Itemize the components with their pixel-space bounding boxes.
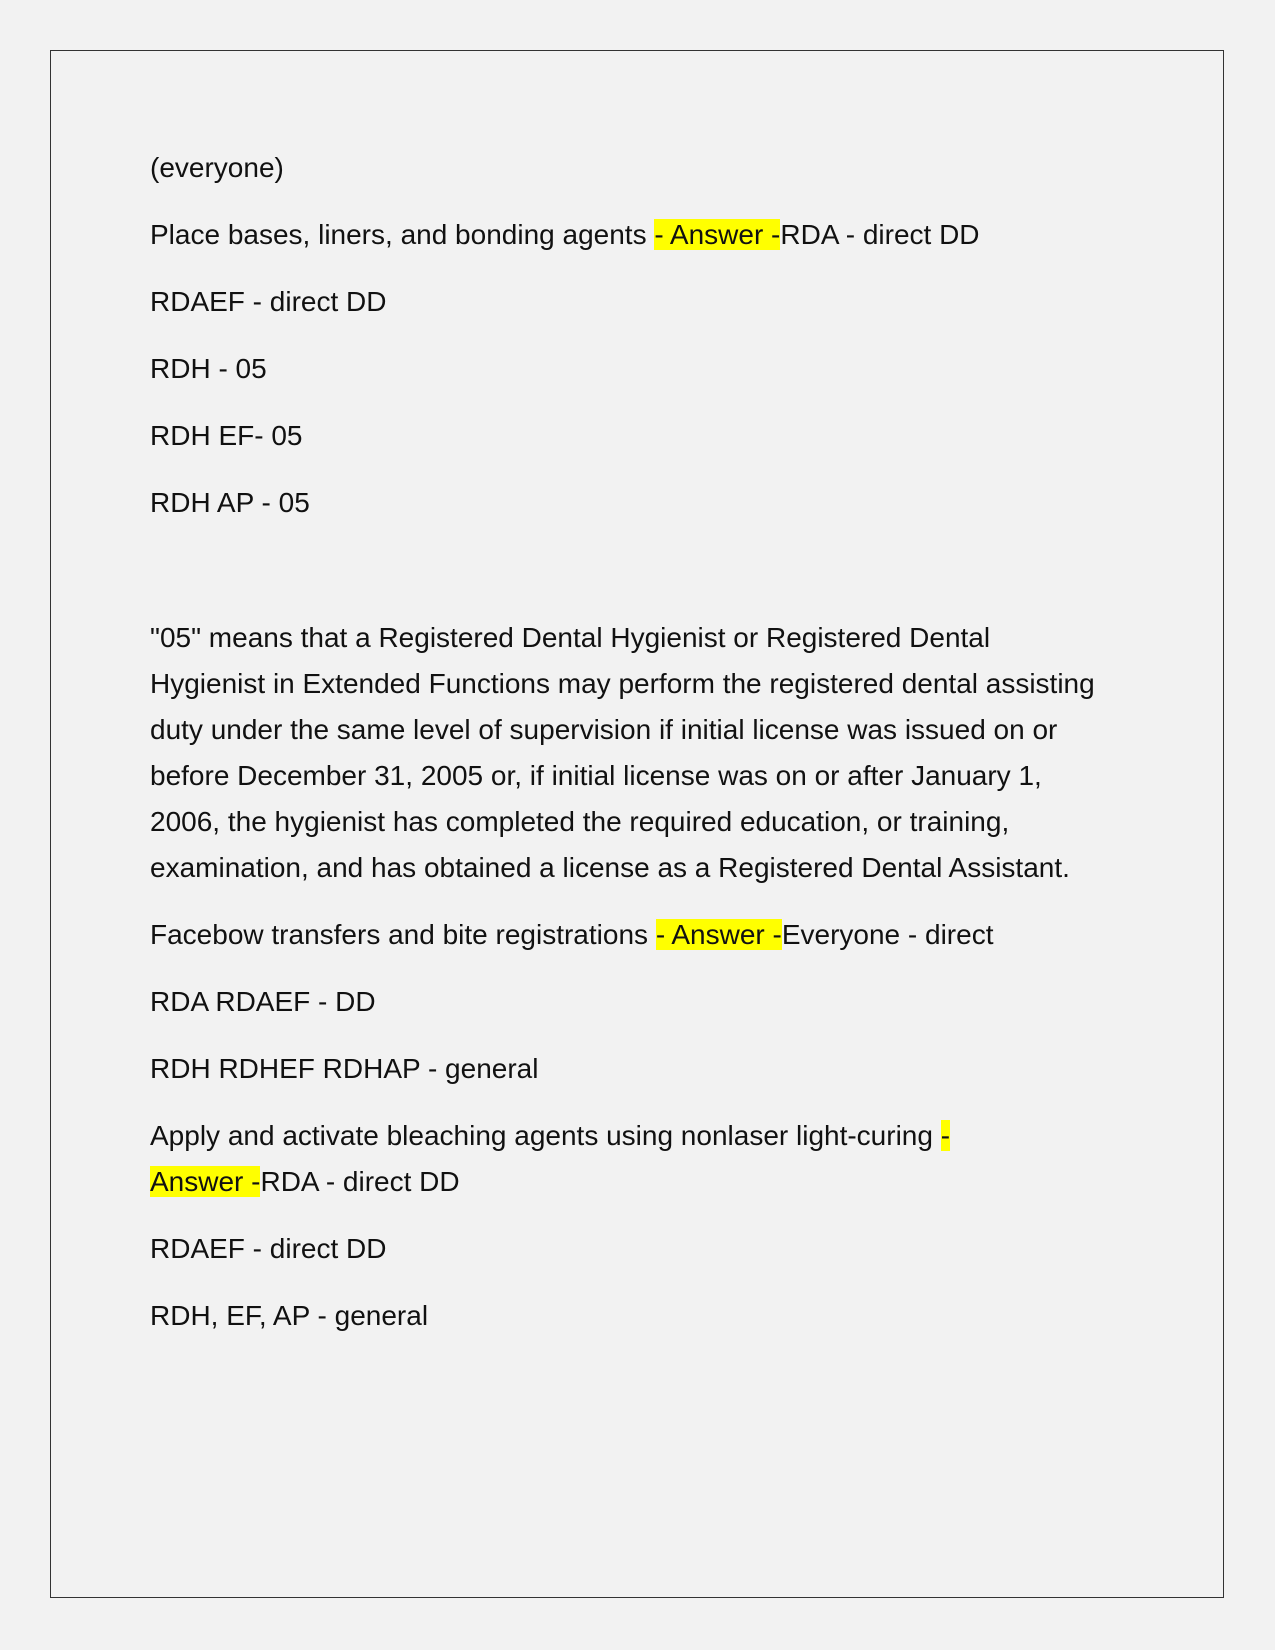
note-paragraph: "05" means that a Registered Dental Hygienist or Registered Dental Hygienist in Extended Functions may perform the registered dental assisting duty under the same level of supervision if initial license was issued on or before December 31, 2005 or, if initial license was on or after January 1, 2006, the hygienist has completed the required education, or training, examination, and has obtained a license as a Registered Dental Assistant. [150, 622, 1095, 883]
question-bleaching [150, 1113, 1100, 1205]
answer-marker: Answer - [150, 1166, 261, 1197]
paragraph-everyone: (everyone) [150, 152, 284, 183]
document-body [150, 145, 1100, 1360]
answer-text: Everyone - direct [781, 919, 994, 950]
answer-line: RDAEF - direct DD [150, 286, 387, 317]
question-bases-liners [150, 212, 1100, 258]
answer-line: RDA RDAEF - DD [150, 986, 376, 1017]
answer-line: RDH RDHEF RDHAP - general [150, 1053, 539, 1084]
answer-text: RDA - direct DD [780, 219, 980, 250]
blank-line [150, 547, 1100, 615]
question-text: Apply and activate bleaching agents using nonlaser light-curing [150, 1120, 941, 1151]
answer-line: RDH EF- 05 [150, 420, 303, 451]
answer-line: RDH - 05 [150, 353, 267, 384]
answer-text: RDA - direct DD [260, 1166, 460, 1197]
answer-line: RDH, EF, AP - general [150, 1300, 429, 1331]
question-text: Facebow transfers and bite registrations [150, 919, 656, 950]
question-text: Place bases, liners, and bonding agents [150, 219, 655, 250]
answer-marker: - [940, 1120, 951, 1151]
answer-line: RDAEF - direct DD [150, 1233, 387, 1264]
answer-line: RDH AP - 05 [150, 487, 310, 518]
question-facebow [150, 912, 1100, 958]
answer-marker: - Answer - [655, 919, 782, 950]
answer-marker: - Answer - [654, 219, 781, 250]
